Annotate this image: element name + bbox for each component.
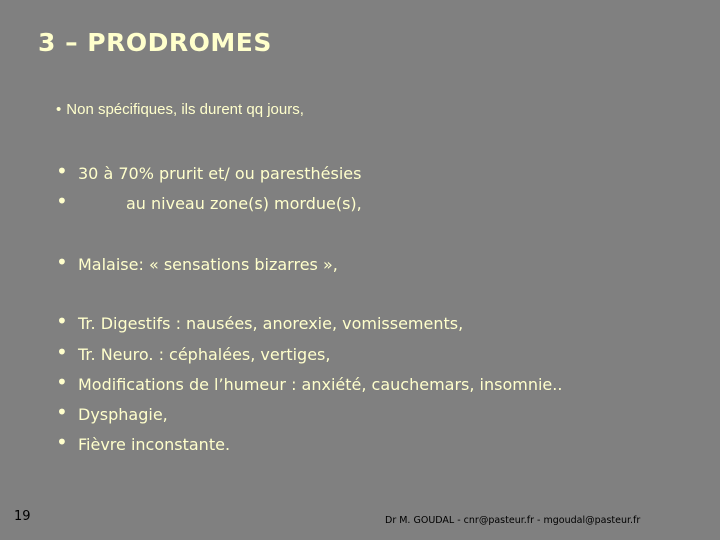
bullet-text: 30 à 70% prurit et/ ou paresthésies bbox=[78, 164, 362, 183]
bullet-mark: • bbox=[56, 101, 62, 118]
footer-contact: Dr M. GOUDAL - cnr@pasteur.fr - mgoudal@pasteur.fr bbox=[385, 515, 641, 526]
slide-title: 3 – PRODROMES bbox=[38, 28, 272, 57]
bullet-item bbox=[56, 400, 168, 424]
bullet-text: Modifications de l’humeur : anxiété, cauchemars, insomnie.. bbox=[78, 375, 563, 394]
bullet-text: au niveau zone(s) mordue(s), bbox=[126, 194, 362, 213]
bullet-text: Tr. Neuro. : céphalées, vertiges, bbox=[78, 345, 331, 364]
bullet-mark: • bbox=[56, 370, 68, 394]
bullet-item bbox=[56, 309, 464, 333]
bullet-mark: • bbox=[56, 189, 68, 213]
page-number: 19 bbox=[14, 509, 31, 524]
intro-text: Non spécifiques, ils durent qq jours, bbox=[66, 101, 304, 118]
bullet-item bbox=[56, 189, 362, 213]
bullet-mark: • bbox=[56, 430, 68, 454]
bullet-item bbox=[56, 250, 338, 274]
bullet-mark: • bbox=[56, 340, 68, 364]
bullet-mark: • bbox=[56, 309, 68, 333]
bullet-text: Tr. Digestifs : nausées, anorexie, vomissements, bbox=[78, 314, 464, 333]
bullet-item bbox=[56, 159, 362, 183]
bullet-text: Dysphagie, bbox=[78, 405, 168, 424]
bullet-item bbox=[56, 430, 231, 454]
bullet-item bbox=[56, 370, 563, 394]
bullet-mark: • bbox=[56, 250, 68, 274]
intro-line bbox=[56, 101, 304, 118]
bullet-mark: • bbox=[56, 400, 68, 424]
bullet-text: Malaise: « sensations bizarres », bbox=[78, 255, 338, 274]
bullet-mark: • bbox=[56, 159, 68, 183]
bullet-item bbox=[56, 340, 331, 364]
bullet-text: Fièvre inconstante. bbox=[78, 435, 231, 454]
